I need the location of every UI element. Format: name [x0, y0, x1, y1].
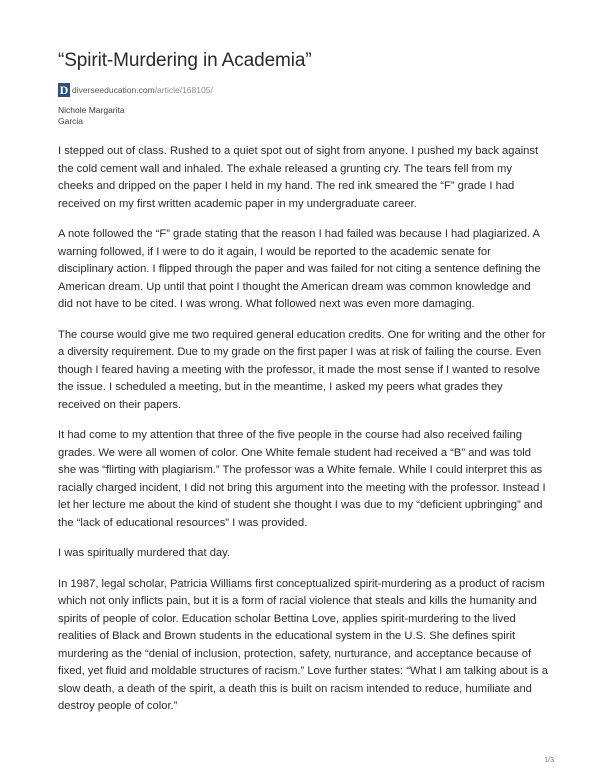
paragraph: It had come to my attention that three of the five people in the course had also received failing grades. We were all women of color. One White female student had received a “B” and was told she was “flirting with plagiarism.” The professor was a White female. While I could interpret this as racially charged incident, I did not bring this argument into the meeting with the professor. Instead I let her lecture me about the kind of student she thought I was due to my “deficient upbringing” and the “lack of educational resources” I was provided.	[58, 429, 546, 529]
article-body	[58, 143, 548, 729]
article-title: “Spirit-Murdering in Academia”	[58, 50, 312, 71]
paragraph: A note followed the “F” grade stating that the reason I had failed was because I had plagiarized. A warning followed, if I were to do it again, I would be reported to the academic senate for disciplinary action. I flipped through the paper and was failed for not citing a sentence defining the American dream. Up until that point I thought the American dream was common knowledge and did not have to be cited. I was wrong. What followed next was even more damaging.	[58, 228, 541, 310]
author-line-2: Garcia	[58, 116, 84, 126]
paragraph: In 1987, legal scholar, Patricia Williams first conceptualized spirit-murdering as a product of racism which not only inflicts pain, but it is a form of racial violence that steals and kills the humanity and spirits of people of color. Education scholar Bettina Love, applies spirit-murdering to the lived realities of Black and Brown students in the educational system in the U.S. She defines spirit murdering as the “denial of inclusion, protection, safety, nurturance, and acceptance because of fixed, yet fluid and moldable structures of racism.” Love further states: “What I am talking about is a slow death, a death of the spirit, a death this is built on racism intended to reduce, humiliate and destroy people of color.”	[58, 577, 548, 712]
paragraph: I stepped out of class. Rushed to a quiet spot out of sight from anyone. I pushed my back against the cold cement wall and inhaled. The exhale released a grunting cry. The tears fell from my cheeks and dripped on the paper I held in my hand. The red ink smeared the “F” grade I had received on my first written academic paper in my undergraduate career.	[58, 145, 539, 210]
source-url[interactable]	[72, 85, 213, 95]
author-line-1: Nichole Margarita	[58, 105, 125, 115]
page-number: 1/3	[544, 757, 554, 764]
source-domain: diverseeducation.com	[72, 85, 155, 95]
diverse-logo-icon: D	[59, 83, 69, 97]
source-link[interactable]	[58, 83, 213, 97]
paragraph: The course would give me two required general education credits. One for writing and the other for a diversity requirement. Due to my grade on the first paper I was at risk of failing the course. Even though I feared having a meeting with the professor, it made the most sense if I wanted to resolve the issue. I scheduled a meeting, but in the meantime, I asked my peers what grades they received on their papers.	[58, 328, 546, 411]
paragraph: I was spiritually murdered that day.	[58, 547, 231, 559]
source-path: /article/168105/	[154, 85, 213, 95]
author-name	[58, 105, 125, 127]
